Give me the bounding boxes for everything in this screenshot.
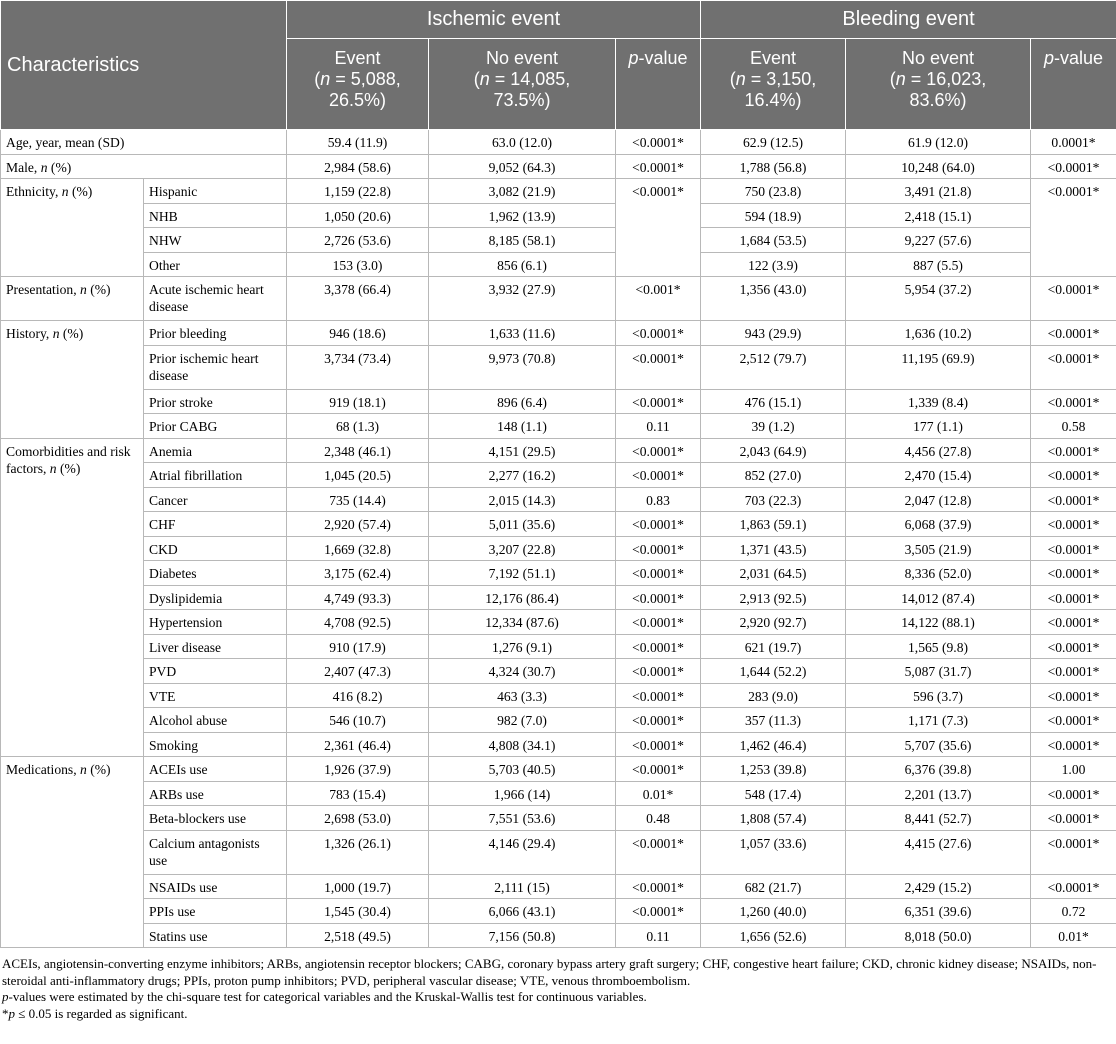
cell-bleeding-event: 2,920 (92.7) [701,610,846,635]
cell-bleeding-noevent: 1,565 (9.8) [846,634,1031,659]
cell-ischemic-event: 2,407 (47.3) [287,659,429,684]
row-label: Statins use [144,923,287,948]
table-row [1,659,1116,684]
cell-bleeding-event: 2,913 (92.5) [701,585,846,610]
cell-bleeding-noevent: 596 (3.7) [846,683,1031,708]
cell-bleeding-event: 682 (21.7) [701,874,846,899]
cell-ischemic-pvalue: <0.0001* [616,154,701,179]
row-label: VTE [144,683,287,708]
header-bleeding-event: Bleeding event [701,1,1116,39]
cell-ischemic-noevent: 896 (6.4) [429,389,616,414]
cell-ischemic-event: 1,159 (22.8) [287,179,429,204]
cell-bleeding-pvalue: 1.00 [1031,757,1116,782]
cell-bleeding-noevent: 3,491 (21.8) [846,179,1031,204]
row-label: Calcium antagonists use [144,830,287,874]
row-label: Prior bleeding [144,321,287,346]
cell-bleeding-event: 1,253 (39.8) [701,757,846,782]
header-ischemic-event: Ischemic event [287,1,701,39]
cell-ischemic-pvalue: <0.0001* [616,874,701,899]
cell-ischemic-noevent: 12,334 (87.6) [429,610,616,635]
cell-bleeding-noevent: 14,012 (87.4) [846,585,1031,610]
cell-ischemic-pvalue: <0.0001* [616,830,701,874]
cell-ischemic-event: 416 (8.2) [287,683,429,708]
cell-bleeding-event: 703 (22.3) [701,487,846,512]
cell-ischemic-noevent: 63.0 (12.0) [429,130,616,155]
cell-bleeding-event: 357 (11.3) [701,708,846,733]
row-label: Dyslipidemia [144,585,287,610]
cell-bleeding-noevent: 11,195 (69.9) [846,345,1031,389]
cell-ischemic-event: 1,545 (30.4) [287,899,429,924]
cell-ischemic-event: 783 (15.4) [287,781,429,806]
cell-bleeding-pvalue: 0.01* [1031,923,1116,948]
cell-bleeding-event: 750 (23.8) [701,179,846,204]
row-label: Beta-blockers use [144,806,287,831]
table-row [1,487,1116,512]
cell-bleeding-event: 1,808 (57.4) [701,806,846,831]
cell-bleeding-pvalue: 0.0001* [1031,130,1116,155]
cell-bleeding-pvalue: <0.0001* [1031,874,1116,899]
table-row [1,781,1116,806]
cell-ischemic-noevent: 3,932 (27.9) [429,277,616,321]
row-label: Hispanic [144,179,287,204]
cell-bleeding-pvalue: <0.0001* [1031,806,1116,831]
cell-ischemic-event: 2,348 (46.1) [287,438,429,463]
cell-bleeding-pvalue: <0.0001* [1031,781,1116,806]
footnote-pvalues: p-values were estimated by the chi-square test for categorical variables and the Kruskal-Wallis test for continuous variables. [2,989,647,1004]
row-label-age: Age, year, mean (SD) [1,130,287,155]
cell-ischemic-event: 59.4 (11.9) [287,130,429,155]
table-row [1,610,1116,635]
cell-ischemic-noevent: 148 (1.1) [429,414,616,439]
cell-bleeding-pvalue: <0.0001* [1031,536,1116,561]
cell-bleeding-event: 548 (17.4) [701,781,846,806]
table-row [1,683,1116,708]
row-label: ARBs use [144,781,287,806]
table-row [1,252,1116,277]
cell-ischemic-pvalue: <0.0001* [616,438,701,463]
cell-ischemic-pvalue: 0.48 [616,806,701,831]
cell-ischemic-event: 1,045 (20.5) [287,463,429,488]
cell-ischemic-pvalue: <0.0001* [616,708,701,733]
cell-ischemic-event: 3,175 (62.4) [287,561,429,586]
cell-bleeding-pvalue: <0.0001* [1031,561,1116,586]
cell-bleeding-noevent: 4,456 (27.8) [846,438,1031,463]
cell-bleeding-event: 62.9 (12.5) [701,130,846,155]
cell-bleeding-pvalue: <0.0001* [1031,463,1116,488]
table-row [1,512,1116,537]
row-label: CKD [144,536,287,561]
cell-ischemic-noevent: 856 (6.1) [429,252,616,277]
table-row [1,923,1116,948]
row-label: Alcohol abuse [144,708,287,733]
table-row [1,438,1116,463]
cell-bleeding-noevent: 2,418 (15.1) [846,203,1031,228]
cell-ischemic-noevent: 982 (7.0) [429,708,616,733]
cell-bleeding-noevent: 8,018 (50.0) [846,923,1031,948]
cell-ischemic-pvalue: <0.0001* [616,585,701,610]
cell-bleeding-event: 122 (3.9) [701,252,846,277]
cell-bleeding-noevent: 1,636 (10.2) [846,321,1031,346]
cell-ischemic-event: 1,926 (37.9) [287,757,429,782]
cell-ischemic-noevent: 5,703 (40.5) [429,757,616,782]
table-row [1,585,1116,610]
row-label: NHW [144,228,287,253]
cell-bleeding-pvalue: <0.0001* [1031,345,1116,389]
table-row [1,179,1116,204]
cell-ischemic-event: 919 (18.1) [287,389,429,414]
row-label: Smoking [144,732,287,757]
table-row [1,130,1116,155]
row-label: Acute ischemic heart disease [144,277,287,321]
group-label-ethnicity: Ethnicity, n (%) [1,179,144,277]
cell-bleeding-noevent: 1,171 (7.3) [846,708,1031,733]
cell-ischemic-noevent: 4,808 (34.1) [429,732,616,757]
cell-bleeding-noevent: 1,339 (8.4) [846,389,1031,414]
table-row [1,757,1116,782]
cell-ischemic-event: 3,378 (66.4) [287,277,429,321]
row-label: Other [144,252,287,277]
cell-ischemic-pvalue: <0.0001* [616,634,701,659]
cell-bleeding-event: 1,684 (53.5) [701,228,846,253]
cell-bleeding-event: 1,462 (46.4) [701,732,846,757]
row-label: Prior CABG [144,414,287,439]
table-row [1,732,1116,757]
cell-ischemic-pvalue: <0.0001* [616,389,701,414]
row-label-male: Male, n (%) [1,154,287,179]
cell-bleeding-pvalue: 0.58 [1031,414,1116,439]
cell-bleeding-pvalue: <0.0001* [1031,154,1116,179]
table-row [1,321,1116,346]
cell-bleeding-noevent: 5,087 (31.7) [846,659,1031,684]
cell-ischemic-noevent: 6,066 (43.1) [429,899,616,924]
cell-bleeding-noevent: 6,068 (37.9) [846,512,1031,537]
cell-bleeding-event: 1,656 (52.6) [701,923,846,948]
table-row [1,536,1116,561]
cell-ischemic-noevent: 2,277 (16.2) [429,463,616,488]
table-row [1,154,1116,179]
cell-ischemic-pvalue: <0.0001* [616,732,701,757]
cell-bleeding-event: 1,371 (43.5) [701,536,846,561]
cell-ischemic-event: 1,000 (19.7) [287,874,429,899]
cell-ischemic-event: 1,669 (32.8) [287,536,429,561]
cell-ischemic-pvalue: 0.11 [616,414,701,439]
cell-ischemic-noevent: 4,146 (29.4) [429,830,616,874]
cell-bleeding-noevent: 61.9 (12.0) [846,130,1031,155]
cell-ischemic-noevent: 7,156 (50.8) [429,923,616,948]
cell-bleeding-pvalue: <0.0001* [1031,732,1116,757]
cell-ischemic-event: 68 (1.3) [287,414,429,439]
cell-ischemic-noevent: 1,633 (11.6) [429,321,616,346]
cell-ischemic-event: 4,749 (93.3) [287,585,429,610]
row-label: Prior ischemic heart disease [144,345,287,389]
group-label-medications: Medications, n (%) [1,757,144,948]
cell-ischemic-pvalue: <0.0001* [616,610,701,635]
cell-ischemic-pvalue: <0.0001* [616,561,701,586]
group-label-comorbidities: Comorbidities and risk factors, n (%) [1,438,144,757]
cell-ischemic-noevent: 3,207 (22.8) [429,536,616,561]
cell-bleeding-event: 1,788 (56.8) [701,154,846,179]
table-row [1,708,1116,733]
cell-ischemic-noevent: 12,176 (86.4) [429,585,616,610]
row-label: Liver disease [144,634,287,659]
cell-bleeding-event: 852 (27.0) [701,463,846,488]
cell-bleeding-pvalue: <0.0001* [1031,389,1116,414]
cell-bleeding-noevent: 6,376 (39.8) [846,757,1031,782]
cell-bleeding-pvalue: <0.0001* [1031,683,1116,708]
row-label: PVD [144,659,287,684]
cell-bleeding-noevent: 8,336 (52.0) [846,561,1031,586]
cell-ischemic-pvalue: <0.0001* [616,536,701,561]
cell-ischemic-pvalue: 0.11 [616,923,701,948]
row-label: Hypertension [144,610,287,635]
cell-ischemic-pvalue: <0.0001* [616,899,701,924]
table-row [1,899,1116,924]
cell-bleeding-pvalue: <0.0001* [1031,512,1116,537]
cell-bleeding-pvalue: <0.0001* [1031,438,1116,463]
cell-bleeding-noevent: 6,351 (39.6) [846,899,1031,924]
cell-bleeding-pvalue: <0.0001* [1031,708,1116,733]
cell-bleeding-noevent: 3,505 (21.9) [846,536,1031,561]
cell-ischemic-pvalue: <0.0001* [616,683,701,708]
cell-ischemic-noevent: 7,551 (53.6) [429,806,616,831]
row-label: Cancer [144,487,287,512]
cell-ischemic-event: 735 (14.4) [287,487,429,512]
cell-bleeding-noevent: 8,441 (52.7) [846,806,1031,831]
cell-bleeding-pvalue: <0.0001* [1031,659,1116,684]
header-bleeding-pvalue-col: p-value [1031,39,1116,130]
cell-bleeding-noevent: 887 (5.5) [846,252,1031,277]
table-row [1,389,1116,414]
cell-ischemic-pvalue: <0.001* [616,277,701,321]
cell-ischemic-pvalue: <0.0001* [616,659,701,684]
cell-bleeding-event: 1,863 (59.1) [701,512,846,537]
cell-ischemic-pvalue: <0.0001* [616,321,701,346]
group-label-presentation: Presentation, n (%) [1,277,144,321]
table-row [1,463,1116,488]
row-label: PPIs use [144,899,287,924]
cell-ischemic-event: 153 (3.0) [287,252,429,277]
cell-bleeding-pvalue: 0.72 [1031,899,1116,924]
cell-bleeding-noevent: 5,707 (35.6) [846,732,1031,757]
table-footnotes [0,948,1116,1022]
cell-ischemic-noevent: 2,015 (14.3) [429,487,616,512]
cell-ischemic-event: 946 (18.6) [287,321,429,346]
cell-ischemic-event: 2,920 (57.4) [287,512,429,537]
cell-bleeding-event: 39 (1.2) [701,414,846,439]
header-ischemic-pvalue-col: p-value [616,39,701,130]
cell-bleeding-pvalue: <0.0001* [1031,830,1116,874]
table-row [1,561,1116,586]
cell-bleeding-event: 2,043 (64.9) [701,438,846,463]
cell-ischemic-noevent: 1,966 (14) [429,781,616,806]
cell-ischemic-event: 2,984 (58.6) [287,154,429,179]
cell-bleeding-pvalue: <0.0001* [1031,585,1116,610]
table-row [1,414,1116,439]
cell-bleeding-event: 2,031 (64.5) [701,561,846,586]
header-ischemic-noevent-col: No event (n = 14,085, 73.5%) [429,39,616,130]
table-row [1,634,1116,659]
cell-bleeding-event: 476 (15.1) [701,389,846,414]
cell-bleeding-pvalue: <0.0001* [1031,277,1116,321]
cell-ischemic-event: 2,518 (49.5) [287,923,429,948]
cell-bleeding-event: 621 (19.7) [701,634,846,659]
cell-ischemic-event: 3,734 (73.4) [287,345,429,389]
cell-bleeding-event: 1,356 (43.0) [701,277,846,321]
cell-ischemic-noevent: 1,962 (13.9) [429,203,616,228]
cell-bleeding-event: 594 (18.9) [701,203,846,228]
cell-ischemic-noevent: 463 (3.3) [429,683,616,708]
cell-ischemic-noevent: 7,192 (51.1) [429,561,616,586]
cell-bleeding-pvalue: <0.0001* [1031,634,1116,659]
header-ischemic-event-col: Event (n = 5,088, 26.5%) [287,39,429,130]
cell-bleeding-pvalue: <0.0001* [1031,179,1116,277]
cell-bleeding-event: 283 (9.0) [701,683,846,708]
footnote-abbreviations: ACEIs, angiotensin-converting enzyme inhibitors; ARBs, angiotensin receptor blockers; CABG, coronary bypass artery graft surgery; CHF, congestive heart failure; CKD, chronic kidney disease; NSAIDs, non-steroidal anti-inflammatory drugs; PPIs, proton pump inhibitors; PVD, peripheral vascular disease; VTE, venous thromboembolism. [2,956,1097,988]
cell-bleeding-noevent: 2,201 (13.7) [846,781,1031,806]
cell-ischemic-noevent: 9,052 (64.3) [429,154,616,179]
cell-ischemic-noevent: 8,185 (58.1) [429,228,616,253]
cell-ischemic-pvalue: <0.0001* [616,757,701,782]
cell-ischemic-noevent: 3,082 (21.9) [429,179,616,204]
row-label: NHB [144,203,287,228]
cell-ischemic-noevent: 9,973 (70.8) [429,345,616,389]
header-bleeding-event-col: Event (n = 3,150, 16.4%) [701,39,846,130]
cell-bleeding-event: 1,260 (40.0) [701,899,846,924]
cell-ischemic-pvalue: <0.0001* [616,345,701,389]
row-label: Anemia [144,438,287,463]
cell-ischemic-pvalue: <0.0001* [616,179,701,277]
cell-ischemic-noevent: 1,276 (9.1) [429,634,616,659]
cell-ischemic-event: 1,326 (26.1) [287,830,429,874]
table-row [1,277,1116,321]
cell-ischemic-pvalue: <0.0001* [616,463,701,488]
cell-ischemic-event: 1,050 (20.6) [287,203,429,228]
cell-ischemic-noevent: 4,151 (29.5) [429,438,616,463]
cell-bleeding-event: 1,644 (52.2) [701,659,846,684]
cell-bleeding-noevent: 14,122 (88.1) [846,610,1031,635]
row-label: NSAIDs use [144,874,287,899]
cell-bleeding-noevent: 2,047 (12.8) [846,487,1031,512]
table-row [1,806,1116,831]
row-label: Atrial fibrillation [144,463,287,488]
cell-bleeding-event: 943 (29.9) [701,321,846,346]
header-characteristics: Characteristics [1,1,287,130]
group-label-history: History, n (%) [1,321,144,439]
cell-bleeding-noevent: 5,954 (37.2) [846,277,1031,321]
cell-ischemic-event: 2,361 (46.4) [287,732,429,757]
cell-bleeding-pvalue: <0.0001* [1031,321,1116,346]
table-row [1,830,1116,874]
cell-bleeding-noevent: 177 (1.1) [846,414,1031,439]
cell-ischemic-event: 2,726 (53.6) [287,228,429,253]
cell-bleeding-event: 1,057 (33.6) [701,830,846,874]
cell-bleeding-noevent: 4,415 (27.6) [846,830,1031,874]
cell-bleeding-event: 2,512 (79.7) [701,345,846,389]
cell-bleeding-noevent: 10,248 (64.0) [846,154,1031,179]
cell-ischemic-event: 910 (17.9) [287,634,429,659]
row-label: CHF [144,512,287,537]
cell-bleeding-noevent: 2,429 (15.2) [846,874,1031,899]
cell-ischemic-noevent: 5,011 (35.6) [429,512,616,537]
row-label: ACEIs use [144,757,287,782]
cell-ischemic-pvalue: <0.0001* [616,130,701,155]
cell-bleeding-noevent: 2,470 (15.4) [846,463,1031,488]
cell-ischemic-event: 2,698 (53.0) [287,806,429,831]
row-label: Diabetes [144,561,287,586]
table-row [1,345,1116,389]
cell-bleeding-pvalue: <0.0001* [1031,487,1116,512]
cell-ischemic-pvalue: 0.01* [616,781,701,806]
cell-ischemic-noevent: 4,324 (30.7) [429,659,616,684]
table-row [1,228,1116,253]
table-row [1,203,1116,228]
cell-ischemic-noevent: 2,111 (15) [429,874,616,899]
cell-ischemic-event: 4,708 (92.5) [287,610,429,635]
row-label: Prior stroke [144,389,287,414]
cell-ischemic-pvalue: 0.83 [616,487,701,512]
header-bleeding-noevent-col: No event (n = 16,023, 83.6%) [846,39,1031,130]
footnote-significance: *p ≤ 0.05 is regarded as significant. [2,1005,188,1021]
cell-ischemic-event: 546 (10.7) [287,708,429,733]
cell-bleeding-noevent: 9,227 (57.6) [846,228,1031,253]
cell-ischemic-pvalue: <0.0001* [616,512,701,537]
cell-bleeding-pvalue: <0.0001* [1031,610,1116,635]
table-row [1,874,1116,899]
